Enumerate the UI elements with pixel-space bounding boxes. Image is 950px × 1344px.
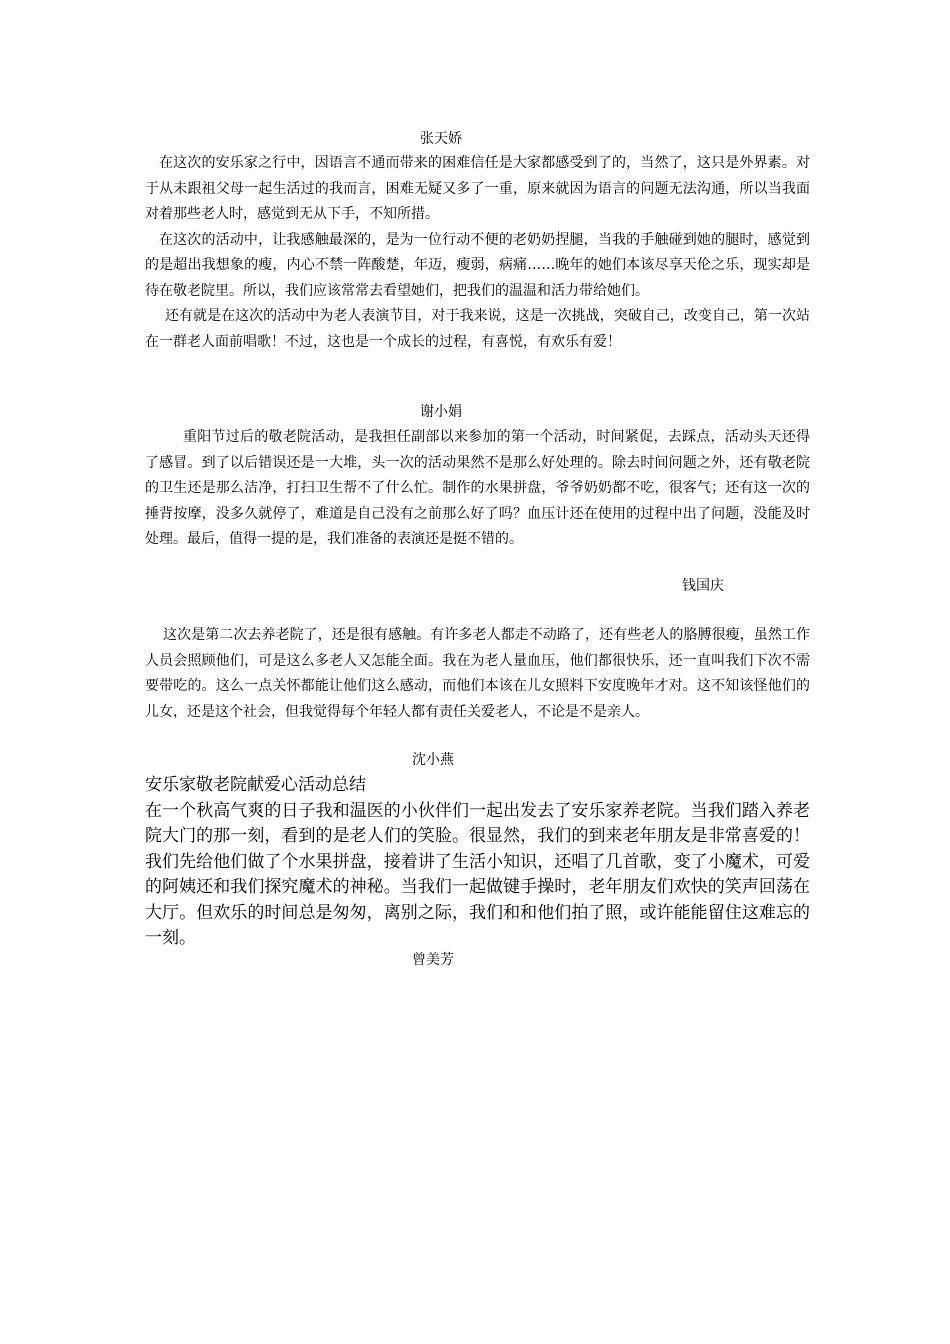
paragraph: 在这次的活动中，让我感触最深的，是为一位行动不便的老奶奶捏腿，当我的手触碰到她的腿时，感觉到的是超出我想象的瘦，内心不禁一阵酸楚，年迈，瘦弱，病痛……晚年的她们本该尽享天伦之乐，现实却是待在敬老院里。所以，我们应该常常去看望她们，把我们的温温和活力带给她们。 <box>145 231 810 299</box>
essay-section <box>145 425 810 553</box>
author-name: 张天娇 <box>420 131 462 147</box>
paragraph: 还有就是在这次的活动中为老人表演节目，对于我来说，这是一次挑战，突破自己，改变自己，第一次站在一群老人面前唱歌！不过，这也是一个成长的过程，有喜悦，有欢乐有爱！ <box>145 308 810 350</box>
essay-section <box>145 151 810 355</box>
paragraph: 这次是第二次去养老院了，还是很有感触。有许多老人都走不动路了，还有些老人的胳膊很瘦，虽然工作人员会照顾他们，可是这么多老人又怎能全面。我在为老人量血压，他们都很快乐，还一直叫我们下次不需要带吃的。这么一点关怀都能让他们这么感动，而他们本该在儿女照料下安度晚年才对。这不知该怪他们的儿女，还是这个社会，但我觉得每个年轻人都有责任关爱老人，不论是不是亲人。 <box>145 627 810 720</box>
essay-title: 安乐家敬老院献爱心活动总结 <box>145 775 366 795</box>
author-name: 曾美芳 <box>412 952 454 968</box>
paragraph: 在这次的安乐家之行中，因语言不通而带来的困难信任是大家都感受到了的，当然了，这只是外界素。对于从未跟祖父母一起生活过的我而言，困难无疑又多了一重，原来就因为语言的问题无法沟通，所以当我面对着那些老人时，感觉到无从下手，不知所措。 <box>145 155 810 222</box>
author-name: 沈小燕 <box>412 752 454 768</box>
essay-section <box>145 773 810 952</box>
paragraph: 重阳节过后的敬老院活动，是我担任副部以来参加的第一个活动，时间紧促，去踩点，活动头天还得了感冒。到了以后错误还是一大堆，头一次的活动果然不是那么好处理的。除去时间问题之外，还有敬老院的卫生还是那么洁净，打扫卫生帮不了什么忙。制作的水果拼盘，爷爷奶奶都不吃，很客气；还有这一次的捶背按摩，没多久就停了，难道是自己没有之前那么好了吗？血压计还在使用的过程中出了问题，没能及时处理。最后，值得一提的是，我们准备的表演还是挺不错的。 <box>145 429 810 547</box>
author-name: 钱国庆 <box>682 578 724 594</box>
essay-section <box>145 623 810 725</box>
author-name: 谢小娟 <box>420 404 462 420</box>
paragraph: 在一个秋高气爽的日子我和温医的小伙伴们一起出发去了安乐家养老院。当我们踏入养老院大门的那一刻，看到的是老人们的笑脸。很显然，我们的到来老年朋友是非常喜爱的！我们先给他们做了个水果拼盘，接着讲了生活小知识，还唱了几首歌，变了小魔术，可爱的阿姨还和我们探究魔术的神秘。当我们一起做键手操时，老年朋友们欢快的笑声回荡在大厅。但欢乐的时间总是匆匆，离别之际，我们和和他们拍了照，或许能能留住这难忘的一刻。 <box>145 800 810 948</box>
